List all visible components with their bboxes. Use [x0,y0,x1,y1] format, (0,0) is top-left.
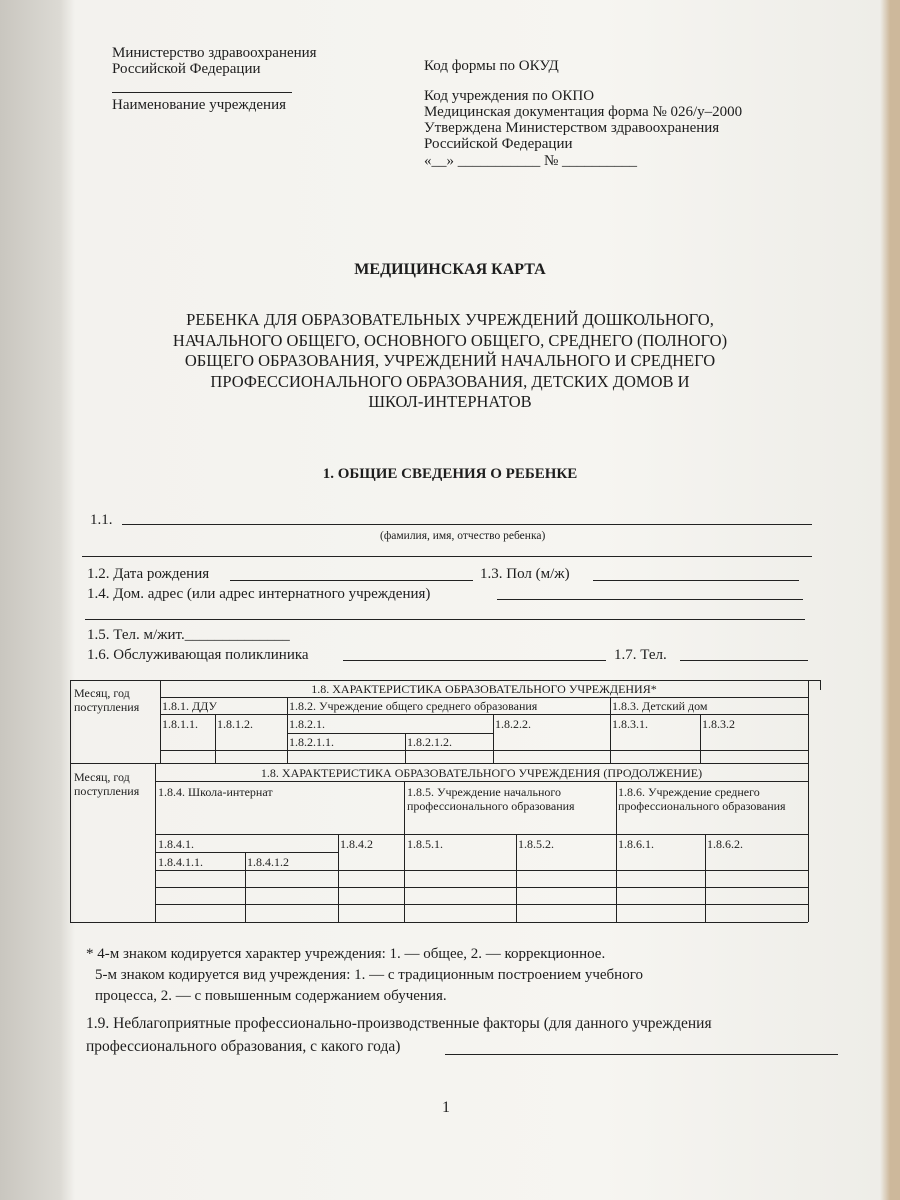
col-1-8-3-2: 1.8.3.2 [702,717,735,731]
col-1-8-2: 1.8.2. Учреждение общего среднего образования [289,699,538,713]
institution-name-label: Наименование учреждения [112,97,287,113]
table-rule [160,750,808,751]
hazard-factors-field[interactable] [445,1054,838,1055]
table-rule [245,852,246,922]
home-phone-label: 1.5. Тел. м/жит.______________ [87,627,290,643]
table-rule [287,697,288,763]
table-rule [155,870,808,871]
table-rule [160,680,161,763]
month-year-label-cont: Месяц, год поступления [74,770,140,798]
col-1-8-6: 1.8.6. Учреждение среднего профессионального образования [618,785,786,813]
clinic-phone-field[interactable] [680,660,808,661]
institution-line [112,92,292,93]
table-rule [700,714,701,763]
ministry-line2: Российской Федерации [112,61,261,77]
child-name-field[interactable] [122,524,812,525]
col-1-8-4-1-2: 1.8.4.1.2 [247,855,289,869]
address-field[interactable] [497,599,803,600]
approved-line2: Российской Федерации [424,136,573,152]
address-field-continued[interactable] [85,619,805,620]
section-title: 1. ОБЩИЕ СВЕДЕНИЯ О РЕБЕНКЕ [322,466,578,482]
col-1-8-2-1-2: 1.8.2.1.2. [407,735,452,749]
child-name-hint: (фамилия, имя, отчество ребенка) [380,530,546,542]
col-1-8-4: 1.8.4. Школа-интернат [158,785,273,799]
col-1-8-5-1: 1.8.5.1. [407,837,443,851]
col-1-8-5: 1.8.5. Учреждение начального профессионального образования [407,785,575,813]
col-1-8-2-1: 1.8.2.1. [289,717,325,731]
table-rule [160,697,808,698]
col-1-8-4-2: 1.8.4.2 [340,837,373,851]
birth-date-label: 1.2. Дата рождения [87,566,210,582]
table-header-continued: 1.8. ХАРАКТЕРИСТИКА ОБРАЗОВАТЕЛЬНОГО УЧРЕЖДЕНИЯ (ПРОДОЛЖЕНИЕ) [260,766,703,780]
col-1-8-4-1: 1.8.4.1. [158,837,194,851]
document-subtitle [0,310,900,413]
col-1-8-6-2: 1.8.6.2. [707,837,743,851]
table-rule [155,763,156,922]
col-1-8-2-2: 1.8.2.2. [495,717,531,731]
table-rule [215,714,216,763]
table-rule [616,781,617,922]
col-1-8-1: 1.8.1. ДДУ [162,699,218,713]
table-rule [70,680,71,922]
month-year-label: Месяц, год поступления [74,686,140,714]
table-rule [493,714,494,763]
table-rule [287,733,493,734]
clinic-phone-label: 1.7. Тел. [614,647,667,663]
okpo-code: Код учреждения по ОКПО [424,88,595,104]
okud-code: Код формы по ОКУД [424,58,559,74]
address-label: 1.4. Дом. адрес (или адрес интернатного учреждения) [87,586,431,602]
subtitle-line: РЕБЕНКА ДЛЯ ОБРАЗОВАТЕЛЬНЫХ УЧРЕЖДЕНИЙ ДОШКОЛЬНОГО, [186,310,714,329]
subtitle-line: НАЧАЛЬНОГО ОБЩЕГО, ОСНОВНОГО ОБЩЕГО, СРЕДНЕГО (ПОЛНОГО) [172,330,728,350]
subtitle-line: ОБЩЕГО ОБРАЗОВАНИЯ, УЧРЕЖДЕНИЙ НАЧАЛЬНОГО И СРЕДНЕГО [184,351,716,370]
page-number: 1 [442,1099,450,1116]
field-1-9-line2: профессионального образования, с какого года) [86,1038,401,1055]
birth-date-field[interactable] [230,580,473,581]
table-header: 1.8. ХАРАКТЕРИСТИКА ОБРАЗОВАТЕЛЬНОГО УЧРЕЖДЕНИЯ* [311,682,657,696]
approved-line1: Утверждена Министерством здравоохранения [424,120,720,136]
sex-label: 1.3. Пол (м/ж) [480,566,570,582]
clinic-field[interactable] [343,660,606,661]
ministry-line1: Министерство здравоохранения [112,45,317,61]
field-1-9-line1: 1.9. Неблагоприятные профессионально-производственные факторы (для данного учреждения [86,1015,712,1032]
col-1-8-3: 1.8.3. Детский дом [612,699,708,713]
col-1-8-3-1: 1.8.3.1. [612,717,648,731]
table-rule [155,781,808,782]
child-name-field-continued[interactable] [82,556,812,557]
footnote-line2: 5-м знаком кодируется вид учреждения: 1. — с традиционным построением учебного [95,967,643,983]
table-rule [155,834,808,835]
footnote-line3: процесса, 2. — с повышенным содержанием обучения. [95,988,447,1004]
table-rule [160,714,808,715]
table-rule [70,922,808,923]
table-rule [155,887,808,888]
table-rule [404,781,405,922]
col-1-8-4-1-1: 1.8.4.1.1. [158,855,203,869]
field-1-1-label: 1.1. [90,512,113,528]
form-number: Медицинская документация форма № 026/у–2000 [424,104,743,120]
clinic-label: 1.6. Обслуживающая поликлиника [87,647,309,663]
table-rule [155,904,808,905]
table-rule [155,852,338,853]
col-1-8-1-1: 1.8.1.1. [162,717,198,731]
subtitle-line: ПРОФЕССИОНАЛЬНОГО ОБРАЗОВАНИЯ, ДЕТСКИХ ДОМОВ И [210,371,690,391]
footnote-line1: * 4-м знаком кодируется характер учреждения: 1. — общее, 2. — коррекционное. [86,946,606,962]
table-rule [516,834,517,922]
table-rule [610,697,611,763]
col-1-8-6-1: 1.8.6.1. [618,837,654,851]
document-title: МЕДИЦИНСКАЯ КАРТА [354,261,546,278]
table-rule [405,733,406,763]
date-number-line: «__» ___________ № __________ [424,153,638,169]
table-rule [705,834,706,922]
table-rule [808,680,809,922]
table-rule [338,834,339,922]
col-1-8-2-1-1: 1.8.2.1.1. [289,735,334,749]
sex-field[interactable] [593,580,799,581]
table-rule [70,680,820,681]
col-1-8-5-2: 1.8.5.2. [518,837,554,851]
subtitle-line: ШКОЛ-ИНТЕРНАТОВ [368,392,532,411]
col-1-8-1-2: 1.8.1.2. [217,717,253,731]
table-rule [70,763,808,764]
table-rule [820,680,821,690]
